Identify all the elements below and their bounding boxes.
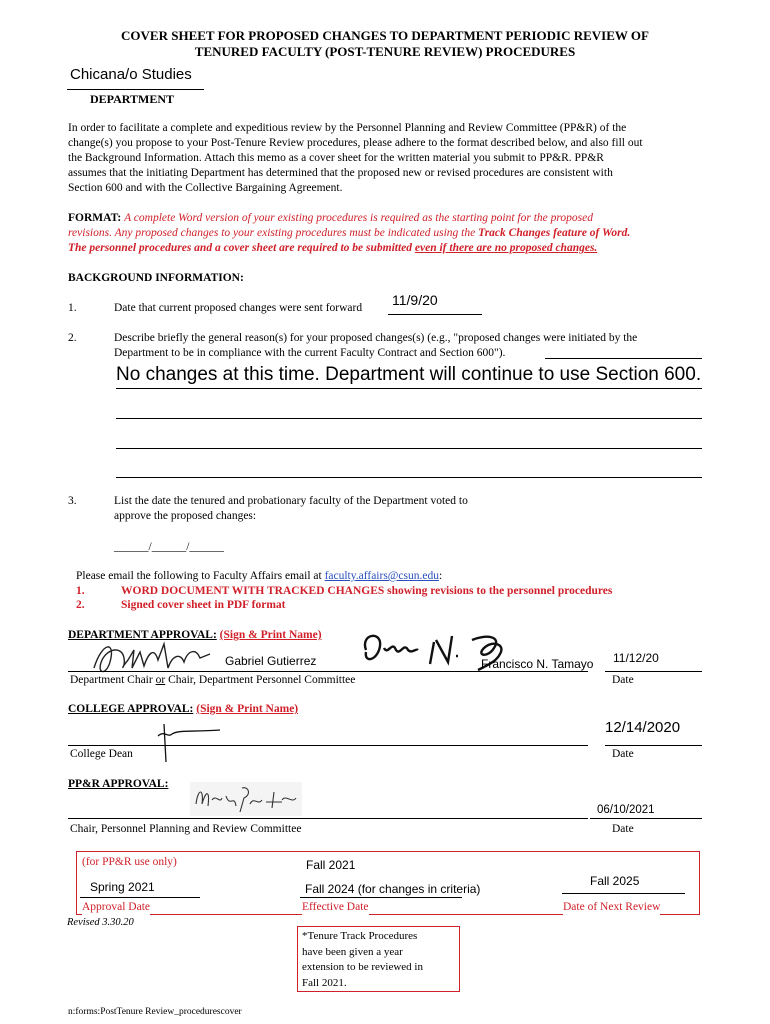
next-review-value[interactable]: Fall 2025 (590, 874, 640, 888)
effective-date-value-1[interactable]: Fall 2021 (306, 858, 356, 872)
note-line-4: Fall 2021. (302, 976, 347, 989)
item3-number: 3. (68, 495, 77, 507)
title-line-1: COVER SHEET FOR PROPOSED CHANGES TO DEPARTMENT PERIODIC REVIEW OF (121, 28, 649, 43)
email-item2: Signed cover sheet in PDF format (121, 599, 286, 611)
effective-date-label: Effective Date (302, 901, 369, 913)
title-line-2: TENURED FACULTY (POST-TENURE REVIEW) PROCEDURES (194, 44, 576, 59)
college-approval-label: COLLEGE APPROVAL: (68, 703, 194, 715)
ppr-chair-caption: Chair, Personnel Planning and Review Committee (70, 823, 302, 835)
note-line-1: *Tenure Track Procedures (302, 930, 418, 942)
no-changes-required-text: even if there are no proposed changes. (414, 242, 598, 254)
department-signature-line (68, 671, 588, 672)
item1-underline (388, 314, 482, 315)
college-approval-heading (68, 702, 298, 717)
ppr-chair-signature (190, 782, 302, 816)
item2-text (114, 331, 714, 361)
footer-path: n:forms:PostTenure Review_procedurescover (68, 1007, 242, 1017)
item3-date-blank[interactable]: ______/______/______ (114, 541, 224, 553)
ppr-use-only-label: (for PP&R use only) (82, 856, 177, 868)
caption-or: or (155, 674, 166, 686)
faculty-affairs-email-link[interactable]: faculty.affairs@csun.edu (324, 570, 439, 582)
item2-underline-1 (116, 388, 702, 389)
item3-line-1: List the date the tenured and probationary faculty of the Department voted to (114, 495, 468, 507)
approval-date-label: Approval Date (82, 901, 151, 913)
ppr-approval-label: PP&R APPROVAL: (68, 778, 169, 790)
committee-chair-name[interactable]: Francisco N. Tamayo (481, 657, 594, 671)
item2-number: 2. (68, 332, 77, 344)
college-sign-print-note: (Sign & Print Name) (196, 703, 299, 715)
document-title (60, 28, 710, 60)
ppr-date-caption: Date (612, 823, 634, 835)
email-text: Please email the following to Faculty Affairs email at (76, 570, 325, 582)
effective-date-value-2[interactable]: Fall 2024 (for changes in criteria) (305, 882, 481, 896)
college-signature-line (68, 745, 588, 746)
note-line-2: have been given a year (302, 945, 403, 958)
department-sign-print-note: (Sign & Print Name) (219, 629, 322, 641)
format-line-2: revisions. Any proposed changes to your existing procedures must be indicated using the (68, 227, 479, 239)
approval-date-line (80, 897, 200, 898)
department-label: DEPARTMENT (90, 92, 175, 106)
item2-underline-short (545, 358, 702, 359)
intro-paragraph (68, 121, 708, 196)
item2-line-1: Describe briefly the general reason(s) for your proposed changes(s) (e.g., "proposed changes were initiated by the (114, 332, 638, 344)
item2-value[interactable]: No changes at this time. Department will continue to use Section 600. (116, 364, 702, 385)
effective-date-line (300, 897, 462, 898)
department-chair-caption (70, 673, 355, 688)
caption-committee-chair: Chair, Department Personnel Committee (165, 674, 356, 686)
track-changes-text: Track Changes feature of Word. (478, 227, 631, 239)
item1-number: 1. (68, 302, 77, 314)
college-dean-signature (150, 716, 230, 766)
format-label: FORMAT: (68, 212, 122, 224)
approval-date-value[interactable]: Spring 2021 (90, 880, 155, 894)
item1-text: Date that current proposed changes were sent forward (114, 302, 363, 314)
department-approval-date[interactable]: 11/12/20 (613, 651, 659, 665)
item2-line-2: Department to be in compliance with the current Faculty Contract and Section 600"). (114, 347, 506, 359)
college-approval-date[interactable]: 12/14/2020 (605, 719, 681, 736)
format-paragraph (68, 211, 708, 256)
item2-underline-2 (116, 418, 702, 419)
college-date-line (605, 745, 702, 746)
next-review-line (562, 893, 685, 894)
revised-note: Revised 3.30.20 (67, 917, 134, 928)
item1-value[interactable]: 11/9/20 (392, 292, 438, 308)
intro-line-5: Section 600 and with the Collective Bargaining Agreement. (68, 182, 343, 194)
intro-line-1: In order to facilitate a complete and expeditious review by the Personnel Planning and Review Committee (PP&R) of the (68, 122, 627, 134)
department-date-caption: Date (612, 674, 634, 686)
next-review-label: Date of Next Review (563, 901, 661, 913)
email-item1: WORD DOCUMENT WITH TRACKED CHANGES showing revisions to the personnel procedures (121, 585, 613, 597)
tenure-track-note (302, 929, 423, 991)
department-chair-name[interactable]: Gabriel Gutierrez (225, 654, 317, 668)
background-heading: BACKGROUND INFORMATION: (68, 272, 244, 284)
intro-line-3: the Background Information. Attach this memo as a cover sheet for the written material you submit to PP&R. PP&R (68, 152, 604, 164)
format-line-3: The personnel procedures and a cover sheet are required to be submitted (68, 242, 415, 254)
department-underline (67, 89, 204, 90)
college-dean-caption: College Dean (70, 748, 133, 760)
email-colon: : (438, 570, 443, 582)
item3-line-2: approve the proposed changes: (114, 510, 257, 522)
format-line-1: A complete Word version of your existing procedures is required as the starting point for the proposed (124, 212, 594, 224)
department-value[interactable]: Chicana/o Studies (70, 66, 192, 83)
department-approval-label: DEPARTMENT APPROVAL: (68, 629, 217, 641)
item2-underline-3 (116, 448, 702, 449)
caption-department-chair: Department Chair (70, 674, 156, 686)
ppr-signature-line (68, 818, 588, 819)
email-instruction (76, 569, 442, 584)
ppr-date-line (590, 818, 702, 819)
email-item1-number: 1. (76, 585, 85, 597)
email-item2-number: 2. (76, 599, 85, 611)
intro-line-4: assumes that the initiating Department has determined that the proposed new or revised procedures are consistent with (68, 167, 613, 179)
ppr-approval-date[interactable]: 06/10/2021 (597, 804, 655, 816)
department-date-line (605, 671, 702, 672)
college-date-caption: Date (612, 748, 634, 760)
item3-text (114, 494, 468, 524)
item2-underline-4 (116, 477, 702, 478)
intro-line-2: change(s) you propose to your Post-Tenure Review procedures, please adhere to the format described below, and also fill out (68, 137, 643, 149)
note-line-3: extension to be reviewed in (302, 961, 423, 973)
